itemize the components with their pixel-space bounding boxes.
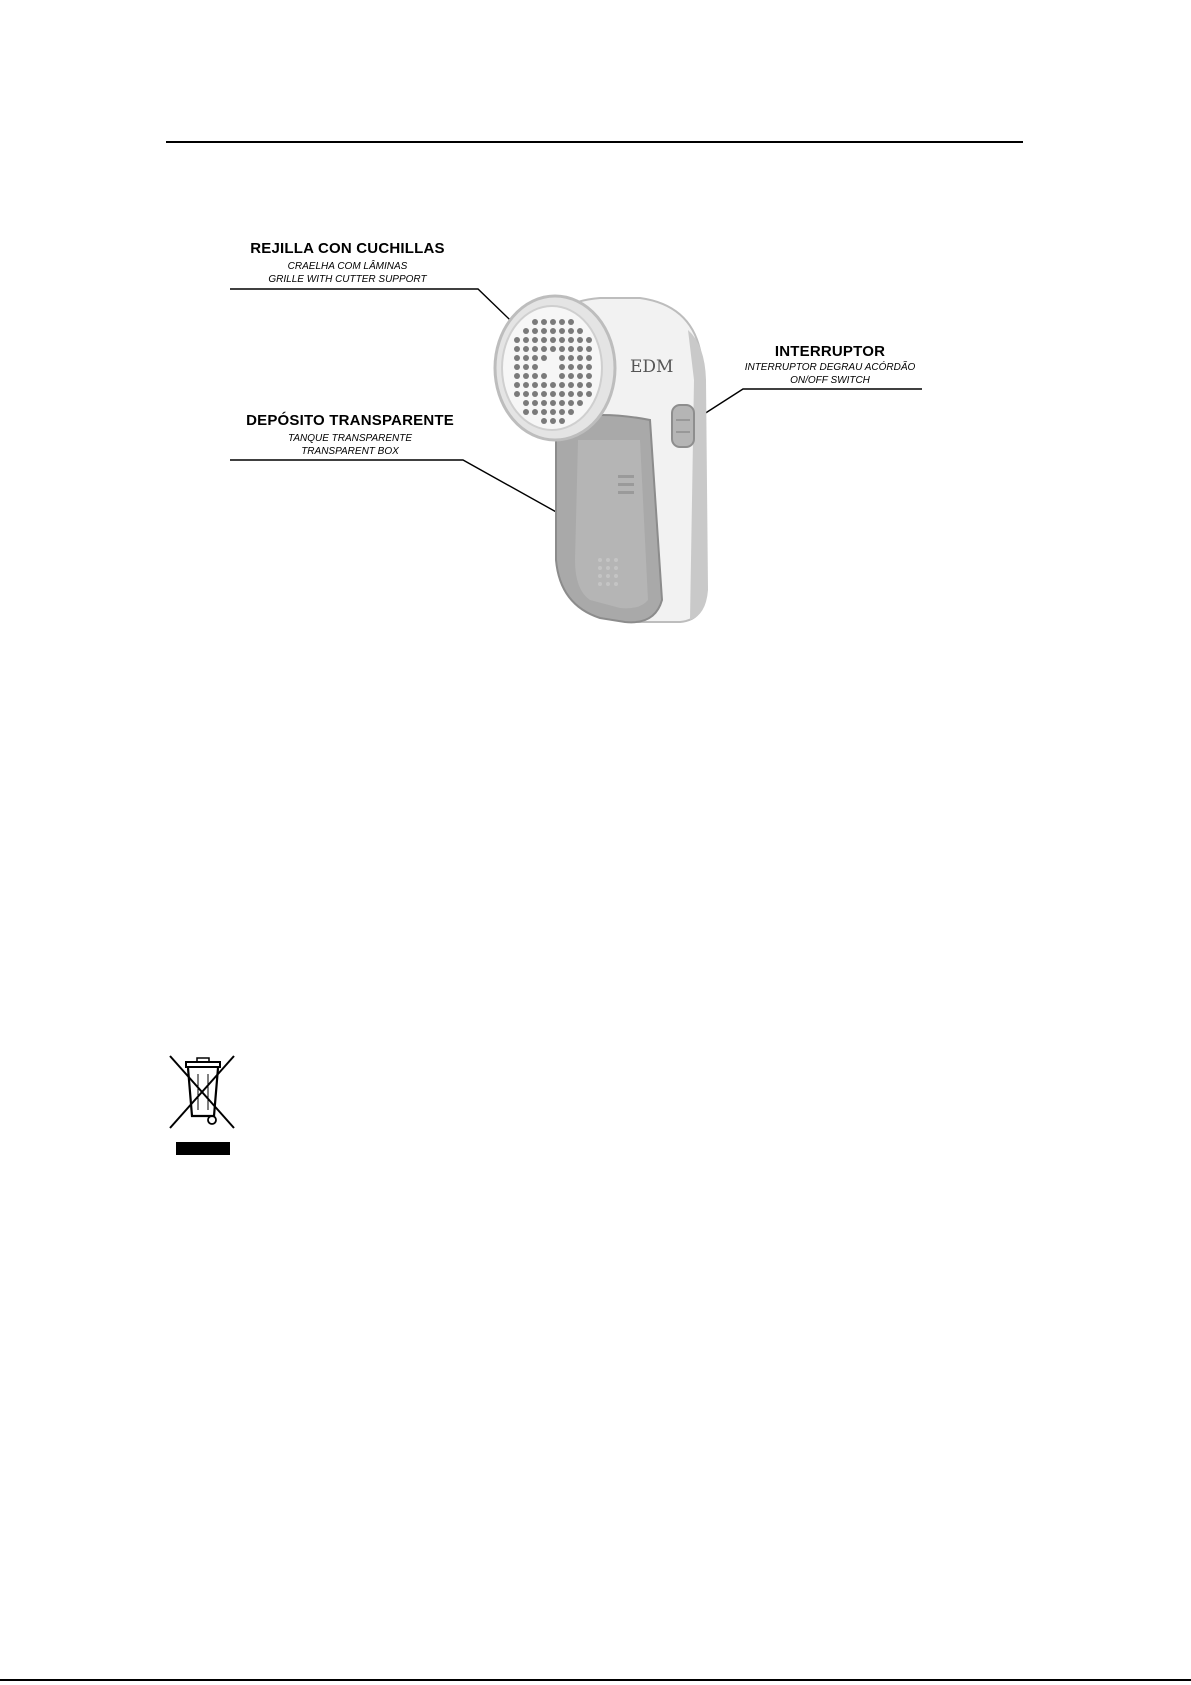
tank-callout-line2: TRANSPARENT BOX xyxy=(301,446,399,457)
grille-leader-line xyxy=(230,289,536,345)
tank-leader-line xyxy=(230,460,567,518)
product-illustration xyxy=(0,0,1191,700)
grille-callout-title: REJILLA CON CUCHILLAS xyxy=(250,240,445,257)
on-off-switch xyxy=(672,405,694,447)
tank-vents xyxy=(618,475,634,494)
switch-callout-line1: INTERRUPTOR DEGRAU ACÓRDÃO xyxy=(744,362,916,373)
switch-leader-line xyxy=(690,389,922,423)
crossed-out-wheelie-bin-icon xyxy=(166,1052,240,1158)
tank-callout-line1: TANQUE TRANSPARENTE xyxy=(287,433,413,444)
switch-callout-line2: ON/OFF SWITCH xyxy=(790,375,870,386)
grille-callout-line1: CRAELHA COM LÂMINAS xyxy=(287,261,408,272)
tank-callout-title: DEPÓSITO TRANSPARENTE xyxy=(246,412,454,429)
grille-callout-line2: GRILLE WITH CUTTER SUPPORT xyxy=(268,274,427,285)
brand-logo: EDM xyxy=(630,357,674,377)
bottom-rule xyxy=(0,1679,1191,1681)
switch-callout-title: INTERRUPTOR xyxy=(774,343,886,360)
